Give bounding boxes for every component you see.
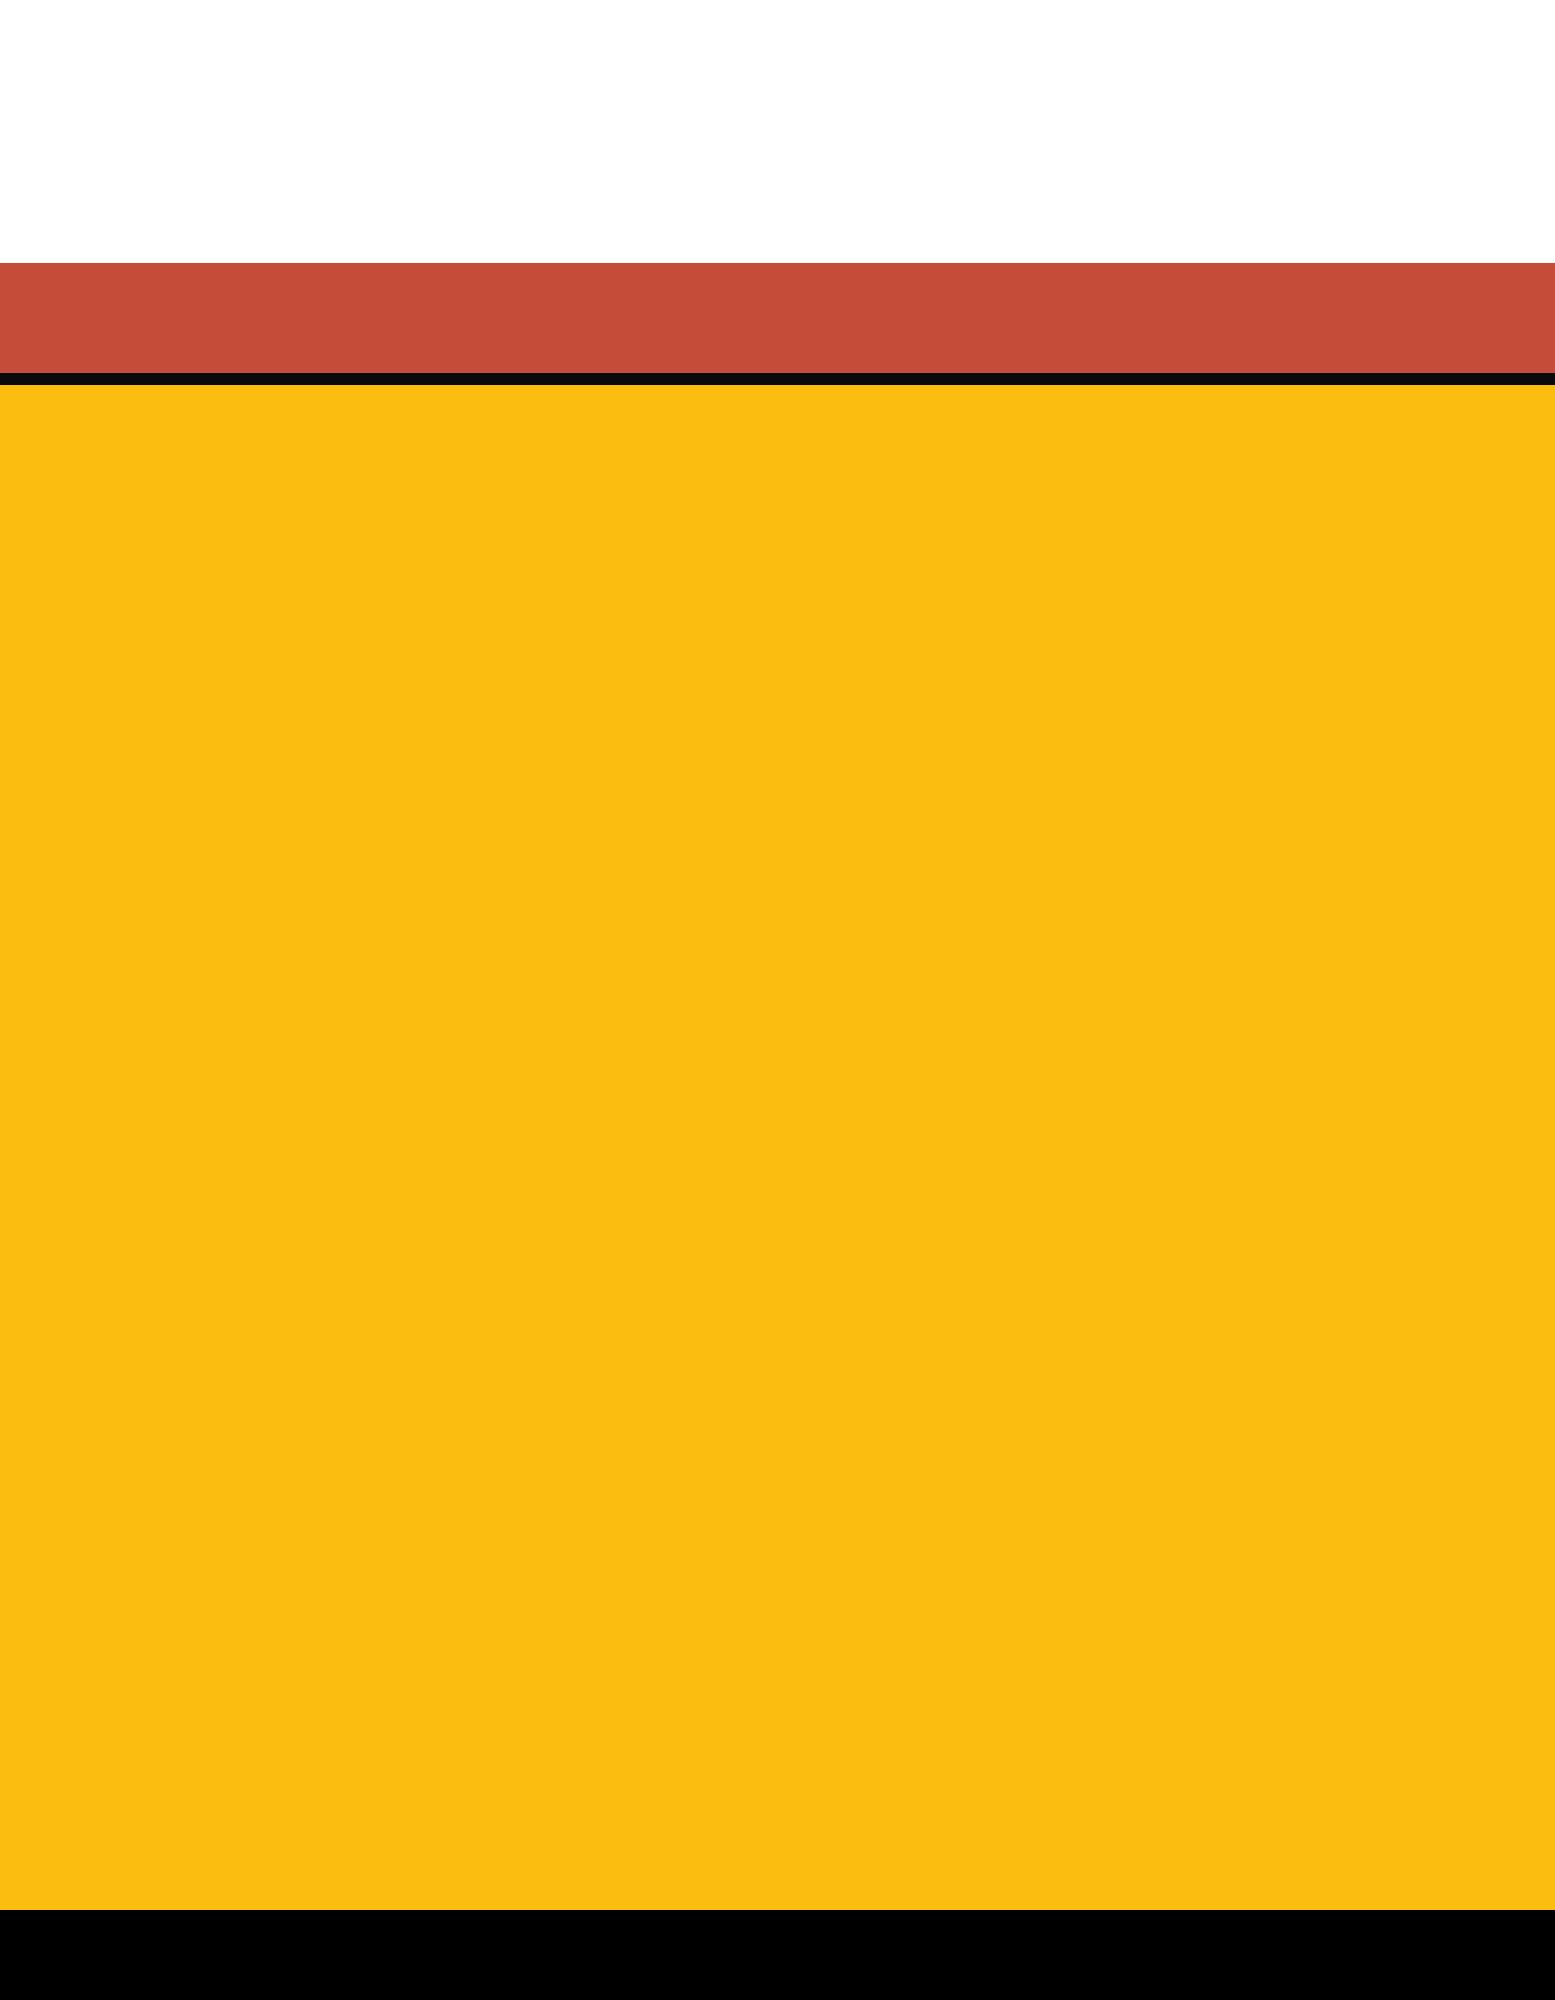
top-flames-decoration [0,85,1555,265]
footer-bar [0,1910,1555,2000]
header-divider [0,373,1555,385]
left-column [88,420,768,452]
background-flames-decoration [0,1065,1555,1910]
right-column [806,420,1506,478]
menu-background [0,385,1555,1910]
tagline-band [0,263,1555,373]
